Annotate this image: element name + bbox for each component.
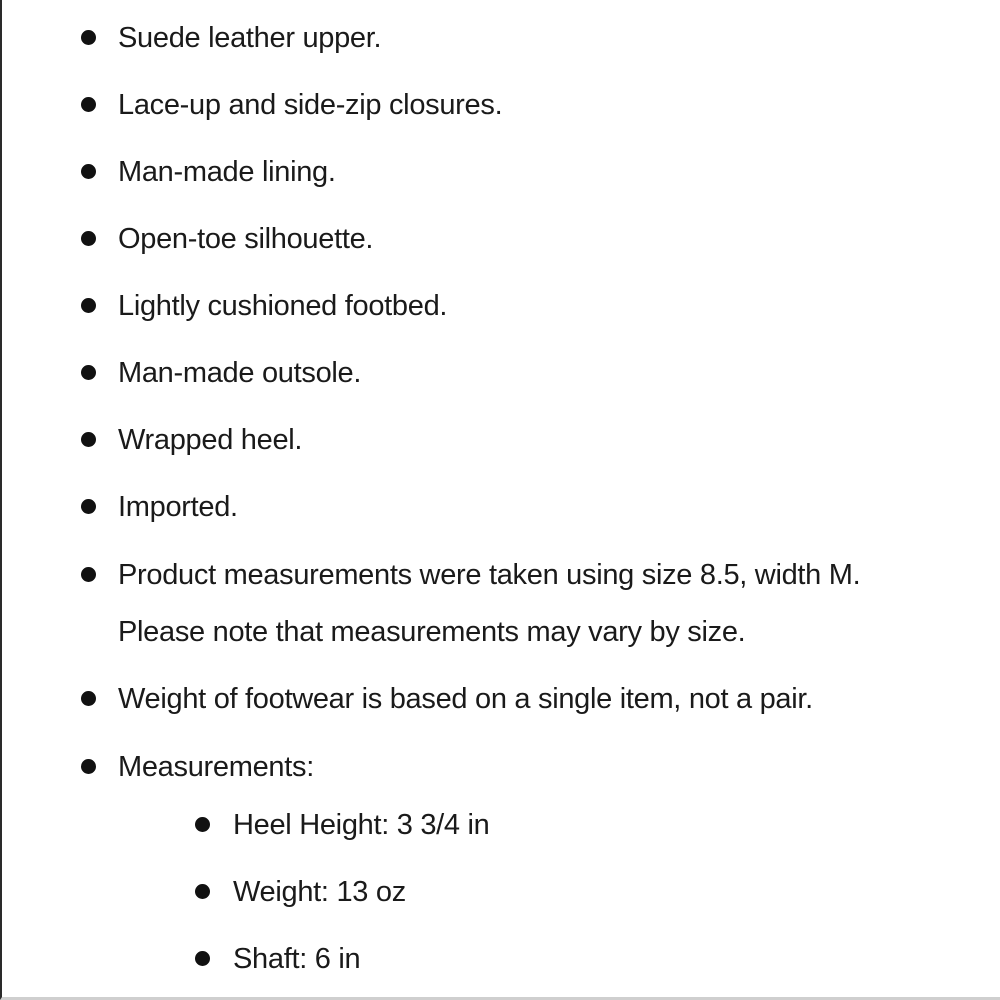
measurement-item: Heel Height: 3 3/4 in xyxy=(233,809,490,841)
list-item: Suede leather upper. xyxy=(118,22,382,54)
bullet-icon xyxy=(81,365,96,380)
list-item: Measurements: xyxy=(118,751,314,783)
list-item: Imported. xyxy=(118,491,238,523)
bullet-icon xyxy=(81,567,96,582)
list-item: Open-toe silhouette. xyxy=(118,223,374,255)
bullet-icon xyxy=(195,951,210,966)
list-item: Product measurements were taken using size 8.5, width M. xyxy=(118,559,861,591)
list-item: Weight of footwear is based on a single item, not a pair. xyxy=(118,683,813,715)
measurement-item: Weight: 13 oz xyxy=(233,876,406,908)
bullet-icon xyxy=(81,499,96,514)
bullet-icon xyxy=(81,231,96,246)
bullet-icon xyxy=(81,298,96,313)
bullet-icon xyxy=(81,691,96,706)
list-item-continuation: Please note that measurements may vary by size. xyxy=(118,616,746,648)
bullet-icon xyxy=(81,759,96,774)
bullet-icon xyxy=(81,30,96,45)
list-item: Man-made outsole. xyxy=(118,357,362,389)
measurement-item: Shaft: 6 in xyxy=(233,943,361,975)
bullet-icon xyxy=(81,97,96,112)
list-item: Lace-up and side-zip closures. xyxy=(118,89,503,121)
bullet-icon xyxy=(81,164,96,179)
list-item: Wrapped heel. xyxy=(118,424,303,456)
bullet-icon xyxy=(195,884,210,899)
bullet-icon xyxy=(81,432,96,447)
list-item: Man-made lining. xyxy=(118,156,336,188)
list-item: Lightly cushioned footbed. xyxy=(118,290,448,322)
bullet-icon xyxy=(195,817,210,832)
